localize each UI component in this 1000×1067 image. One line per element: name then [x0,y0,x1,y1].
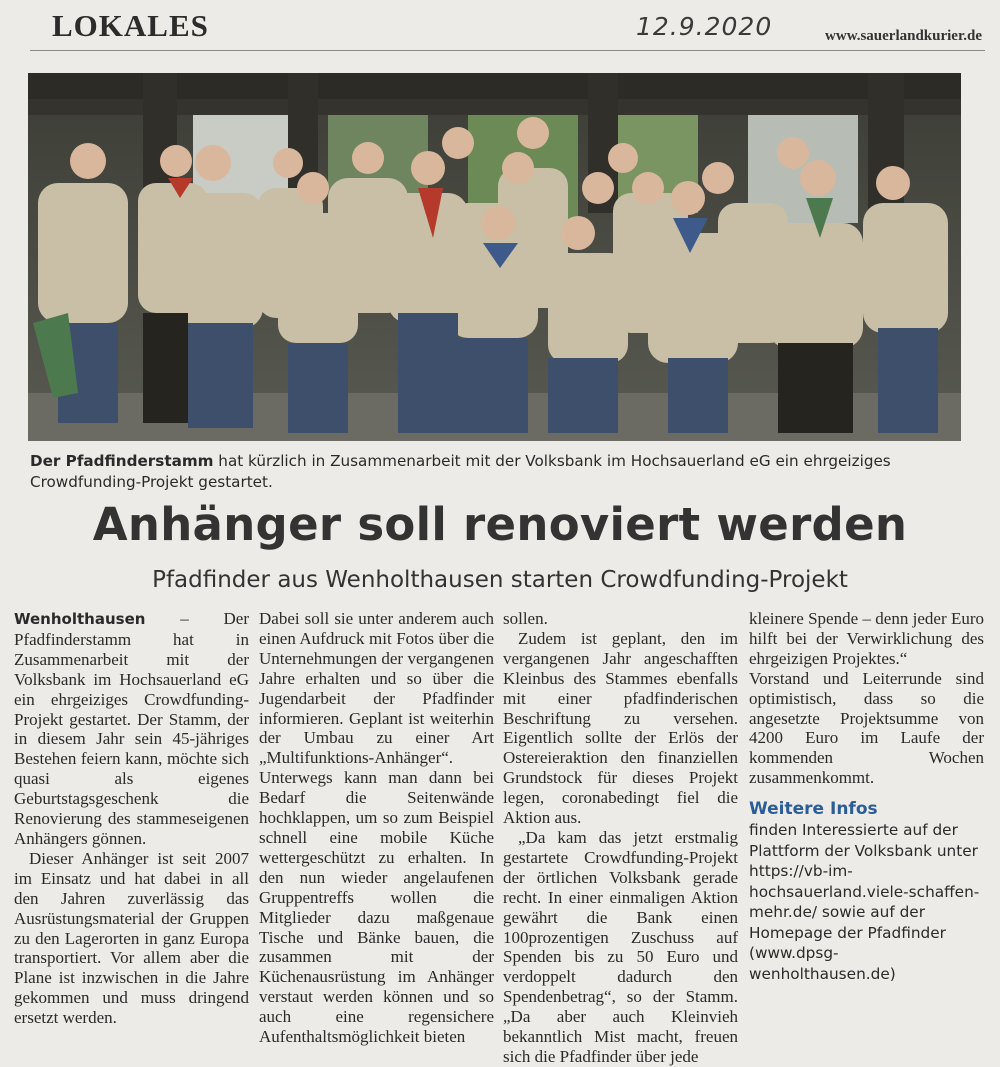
photo-caption [30,451,965,493]
article-column-1 [14,609,249,1028]
caption-lead: Der Pfadfinderstamm [30,452,214,470]
paragraph-4: Zudem ist geplant, den im vergangenen Jahr angeschafften Kleinbus des Stammes ebenfalls mit einer pfadfinderischen Beschriftung zu versehen. Eigentlich sollte der Erlös der Ostereieraktion den finanziellen Grundstock für dieses Projekt legen, coronabedingt fiel die Aktion aus. [503,628,738,828]
article-column-4 [749,609,984,984]
article-column-2 [259,609,494,1047]
paragraph-3: Dabei soll sie unter anderem auch einen Aufdruck mit Fotos über die Unternehmungen der vergangenen Jahre erhalten und so über die Jugendarbeit der Pfadfinder informieren. Geplant ist weiterhin der Umbau zu einer Art „Multifunktions-Anhänger“. Unterwegs kann man dann bei Bedarf die Seitenwände hochklappen, um so zum Beispiel schnell eine mobile Küche wettergeschützt zu erhalten. In den nun wieder angelaufenen Gruppentreffs wollen die Mitglieder dazu maßgenaue Tische und Bänke bauen, die zusammen mit der Küchenausrüstung im Anhänger verstaut werden können und so auch eine regensichere Aufenthaltsmöglichkeit bieten [259,609,494,1047]
paragraph-2: Dieser Anhänger ist seit 2007 im Einsatz und hat dabei in all den Jahren zuverlässig das Ausrüstungsmaterial der Gruppen zu den Lagerorten in ganz Europa transportiert. Vor allem aber die Plane ist inzwischen in die Jahre gekommen und muss dringend ersetzt werden. [14,848,249,1028]
group-photo [28,73,961,441]
info-heading: Weitere Infos [749,799,878,820]
subheadline: Pfadfinder aus Wenholthausen starten Crowdfunding-Projekt [152,567,848,593]
info-text: finden Interessierte auf der Plattform der Volksbank unter https://vb-im-hochsauerland.viele-schaffen-mehr.de/ sowie auf der Homepage der Pfadfinder (www.dpsg-wenholthausen.de) [749,821,980,983]
headline: Anhänger soll renoviert werden [92,498,908,551]
paragraph-1-text: – Der Pfadfinderstamm hat in Zusammenarbeit mit der Volksbank im Hochsauerland eG ein ehrgeiziges Crowdfunding-Projekt gestartet. Der Stamm, der in diesem Jahr sein 45-jähriges Bestehen feiern kann, möchte sich quasi als eigenes Geburtstagsgeschenk die Renovierung des stammeseigenen Anhängers gönnen. [14,609,249,848]
paragraph-5: „Da kam das jetzt erstmalig gestartete Crowdfunding-Projekt der örtlichen Volksbank gerade recht. In einer einmaligen Aktion gewährt die Bank einen 100prozentigen Zuschuss auf Spenden bis zu 50 Euro und verdoppelt dadurch den Spendenbetrag“, so der Stamm. „Da aber auch Kleinvieh bekanntlich Mist macht, freuen sich die Pfadfinder über jede [503,827,738,1066]
masthead [0,0,1000,52]
handwritten-date: 12.9.2020 [636,12,773,41]
caption-text: hat kürzlich in Zusammenarbeit mit der Volksbank im Hochsauerland eG ein ehrgeiziges Crowdfunding-Projekt gestartet. [30,452,891,491]
group-photo-icon [28,73,961,441]
paragraph-5-continued: kleinere Spende – denn jeder Euro hilft bei der Verwirklichung des ehrgeizigen Projektes.“ [749,609,984,668]
dateline: Wenholthausen [14,610,146,628]
paragraph-3-continued: sollen. [503,609,548,628]
section-title: LOKALES [52,8,209,43]
article-column-3 [503,609,738,1067]
header-rule [30,50,985,51]
paragraph-1 [14,609,249,849]
website-url: www.sauerlandkurier.de [825,28,982,44]
paragraph-6: Vorstand und Leiterrunde sind optimistisch, dass so die angesetzte Projektsumme von 4200 Euro im Laufe der kommenden Wochen zusammenkommt. [749,668,984,788]
